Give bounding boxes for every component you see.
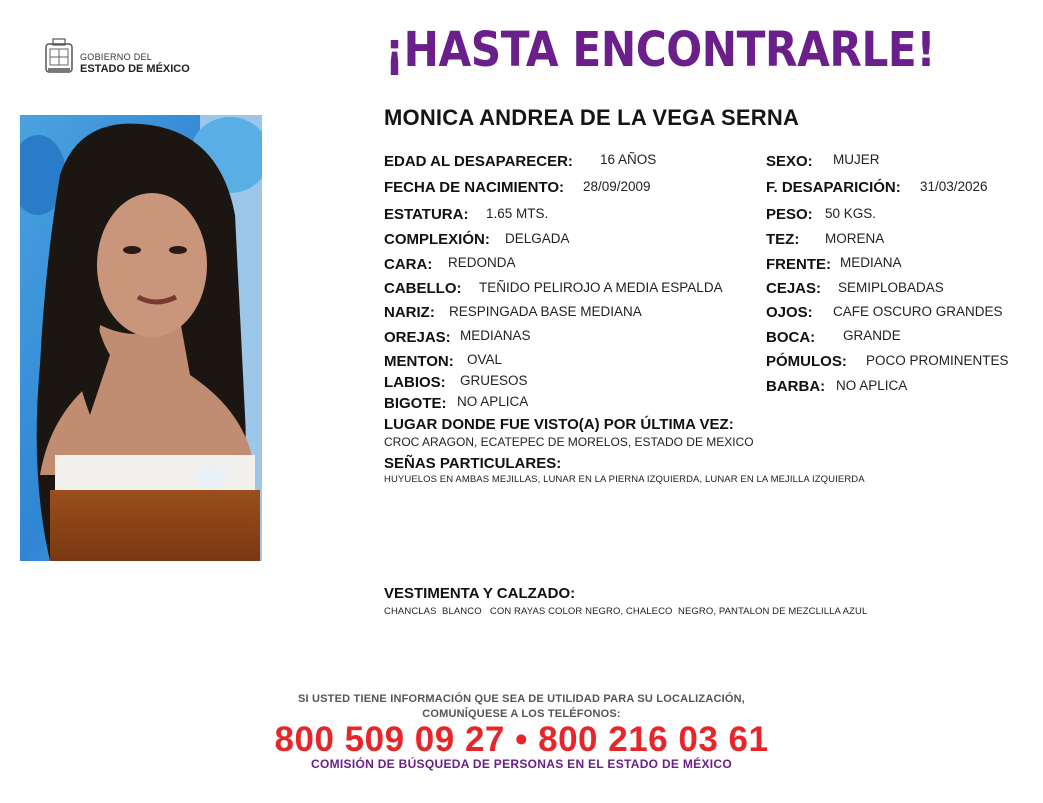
sex-label: SEXO: xyxy=(766,153,813,170)
height-label: ESTATURA: xyxy=(384,206,469,223)
build-value: DELGADA xyxy=(505,231,570,246)
build-label: COMPLEXIÓN: xyxy=(384,231,490,248)
cheekbones-label: PÓMULOS: xyxy=(766,353,847,370)
hair-value: TEÑIDO PELIROJO A MEDIA ESPALDA xyxy=(479,280,723,295)
ears-value: MEDIANAS xyxy=(460,328,531,343)
last-seen-label: LUGAR DONDE FUE VISTO(A) POR ÚLTIMA VEZ: xyxy=(384,416,734,433)
contact-instructions-line2: COMUNÍQUESE A LOS TELÉFONOS: xyxy=(422,708,621,720)
mustache-value: NO APLICA xyxy=(457,394,529,409)
weight-value: 50 KGS. xyxy=(825,206,877,221)
logo-text-line2: ESTADO DE MÉXICO xyxy=(80,63,190,75)
complexion-label: TEZ: xyxy=(766,231,800,248)
face-label: CARA: xyxy=(384,256,433,273)
contact-instructions-line1: SI USTED TIENE INFORMACIÓN QUE SEA DE UTILIDAD PARA SU LOCALIZACIÓN, xyxy=(297,693,746,705)
beard-label: BARBA: xyxy=(766,378,826,395)
lips-label: LABIOS: xyxy=(384,374,446,391)
weight-label: PESO: xyxy=(766,206,813,223)
chin-value: OVAL xyxy=(467,352,503,367)
logo-text-line1: GOBIERNO DEL xyxy=(80,52,153,62)
person-name: MONICA ANDREA DE LA VEGA SERNA xyxy=(384,105,800,130)
mouth-value: GRANDE xyxy=(843,328,901,343)
mustache-label: BIGOTE: xyxy=(384,395,447,412)
age-label: EDAD AL DESAPARECER: xyxy=(384,153,573,170)
clothing-value: CHANCLAS BLANCO CON RAYAS COLOR NEGRO, CHALECO NEGRO, PANTALON DE MEZCLILLA AZUL xyxy=(384,606,868,617)
phone-numbers xyxy=(0,720,1043,760)
eyebrows-label: CEJAS: xyxy=(766,280,822,297)
state-seal-icon xyxy=(44,38,74,76)
hair-label: CABELLO: xyxy=(384,280,462,297)
eyebrows-value: SEMIPLOBADAS xyxy=(838,280,944,295)
forehead-value: MEDIANA xyxy=(840,255,902,270)
last-seen-value: CROC ARAGON, ECATEPEC DE MORELOS, ESTADO DE MEXICO xyxy=(384,435,754,449)
lips-value: GRUESOS xyxy=(460,373,528,388)
disappearance-date-value: 31/03/2026 xyxy=(920,179,988,194)
page-title: ¡HASTA ENCONTRARLE! xyxy=(384,22,936,78)
eyes-label: OJOS: xyxy=(766,304,813,321)
government-logo xyxy=(44,38,204,82)
marks-label: SEÑAS PARTICULARES: xyxy=(384,455,562,472)
contact-instructions xyxy=(0,692,1043,722)
birthdate-value: 28/09/2009 xyxy=(583,179,651,194)
complexion-value: MORENA xyxy=(825,231,885,246)
mouth-label: BOCA: xyxy=(766,329,816,346)
marks-value: HUYUELOS EN AMBAS MEJILLAS, LUNAR EN LA PIERNA IZQUIERDA, LUNAR EN LA MEJILLA IZQUIERDA xyxy=(384,474,865,485)
phone-separator: • xyxy=(515,720,528,759)
nose-value: RESPINGADA BASE MEDIANA xyxy=(449,304,642,319)
nose-label: NARIZ: xyxy=(384,304,435,321)
height-value: 1.65 MTS. xyxy=(486,206,549,221)
agency-name: COMISIÓN DE BÚSQUEDA DE PERSONAS EN EL ESTADO DE MÉXICO xyxy=(311,757,732,771)
phone-number-2[interactable]: 800 216 03 61 xyxy=(538,720,769,759)
person-photo xyxy=(20,115,262,561)
eyes-value: CAFE OSCURO GRANDES xyxy=(833,304,1003,319)
cheekbones-value: POCO PROMINENTES xyxy=(866,353,1009,368)
birthdate-label: FECHA DE NACIMIENTO: xyxy=(384,179,564,196)
clothing-label: VESTIMENTA Y CALZADO: xyxy=(384,585,576,602)
sex-value: MUJER xyxy=(833,152,880,167)
age-value: 16 AÑOS xyxy=(600,152,657,167)
ears-label: OREJAS: xyxy=(384,329,451,346)
beard-value: NO APLICA xyxy=(836,378,908,393)
chin-label: MENTON: xyxy=(384,353,454,370)
face-value: REDONDA xyxy=(448,255,516,270)
disappearance-date-label: F. DESAPARICIÓN: xyxy=(766,179,901,196)
phone-number-1[interactable]: 800 509 09 27 xyxy=(274,720,505,759)
forehead-label: FRENTE: xyxy=(766,256,831,273)
